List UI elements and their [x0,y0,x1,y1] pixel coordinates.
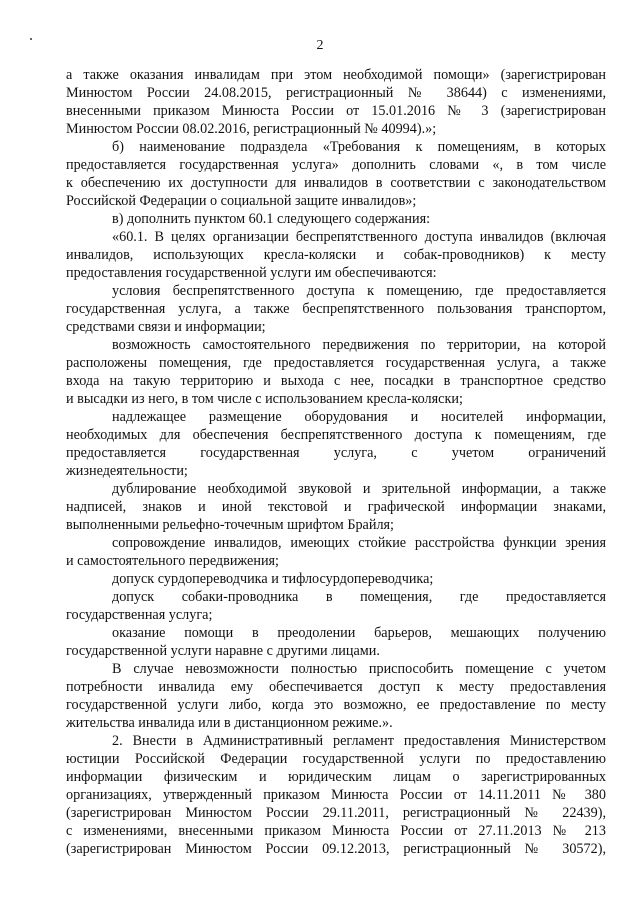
text-line: предоставления государственной услуги им обеспечиваются: [66,265,437,281]
text-line: Российской Федерации о социальной защите инвалидов»; [66,193,417,209]
text-line: к обеспечению их доступности для инвалидов в соответствии с законодательством [66,175,606,191]
text-line: допуск сурдопереводчика и тифлосурдопереводчика; [112,571,434,587]
text-line: надписей, знаков и иной текстовой и графической информации знаками, [66,499,606,515]
text-line: внесенными приказом Минюста России от 15.01.2016 № 3 (зарегистрирован [66,103,606,119]
text-line: с изменениями, внесенными приказом Минюста России от 27.11.2013 № 213 [66,823,606,839]
text-line: возможность самостоятельного передвижения по территории, на которой [112,337,606,353]
page-number: 2 [316,38,324,53]
document-body [66,66,606,858]
text-line: а также оказания инвалидам при этом необходимой помощи» (зарегистрирован [66,67,606,83]
text-line: юстиции Российской Федерации государственной услуги по предоставлению [66,751,606,767]
text-line: государственной услуги либо, когда это возможно, ее предоставление по месту [66,697,606,713]
text-line: и высадки из него, в том числе с использованием кресла-коляски; [66,391,463,407]
text-line: входа на такую территорию и выхода с нее, посадки в транспортное средство [66,373,606,389]
text-line: информации физическим и юридическим лицам о зарегистрированных [66,769,606,785]
text-line: жительства инвалида или в дистанционном режиме.». [66,715,393,731]
text-line: Минюстом России 08.02.2016, регистрационный № 40994).»; [66,121,437,137]
text-line: В случае невозможности полностью приспособить помещение с учетом [112,661,606,677]
text-line: Минюстом России 24.08.2015, регистрационный № 38644) с изменениями, [66,85,606,101]
text-line: б) наименование подраздела «Требования к помещениям, в которых [112,139,606,155]
text-line: (зарегистрирован Минюстом России 09.12.2013, регистрационный № 30572), [66,841,606,857]
text-line: организациях, утвержденный приказом Минюста России от 14.11.2011 № 380 [66,787,606,803]
text-line: в) дополнить пунктом 60.1 следующего содержания: [112,211,431,227]
text-line: выполненными рельефно-точечным шрифтом Брайля; [66,517,394,533]
text-line: жизнедеятельности; [66,463,188,479]
text-line: «60.1. В целях организации беспрепятственного доступа инвалидов (включая [112,229,606,245]
text-line: средствами связи и информации; [66,319,266,335]
text-line: 2. Внести в Административный регламент предоставления Министерством [112,733,606,749]
text-line: государственной услуги наравне с другими лицами. [66,643,380,659]
text-line: инвалидов, использующих кресла-коляски и собак-проводников) к месту [66,247,606,263]
text-line: государственная услуга, а также беспрепятственного пользования транспортом, [66,301,606,317]
text-line: и самостоятельного передвижения; [66,553,279,569]
text-line: сопровождение инвалидов, имеющих стойкие расстройства функции зрения [112,535,606,551]
text-line: предоставляется государственная услуга» дополнить словами «, в том числе [66,157,606,173]
text-line: предоставляется государственная услуга, с учетом ограничений [66,445,606,461]
text-line: (зарегистрирован Минюстом России 29.11.2011, регистрационный № 22439), [66,805,606,821]
text-line: государственная услуга; [66,607,213,623]
text-line: потребности инвалида ему обеспечивается доступ к месту предоставления [66,679,606,695]
text-line: необходимых для обеспечения беспрепятственного доступа к помещениям, где [66,427,606,443]
text-line: надлежащее размещение оборудования и носителей информации, [112,409,606,425]
text-line: расположены помещения, где предоставляется государственная услуга, а также [66,355,606,371]
text-line: дублирование необходимой звуковой и зрительной информации, а также [112,481,606,497]
text-line: допуск собаки-проводника в помещения, где предоставляется [112,589,606,605]
text-line: оказание помощи в преодолении барьеров, мешающих получению [112,625,606,641]
text-line: условия беспрепятственного доступа к помещению, где предоставляется [112,283,606,299]
